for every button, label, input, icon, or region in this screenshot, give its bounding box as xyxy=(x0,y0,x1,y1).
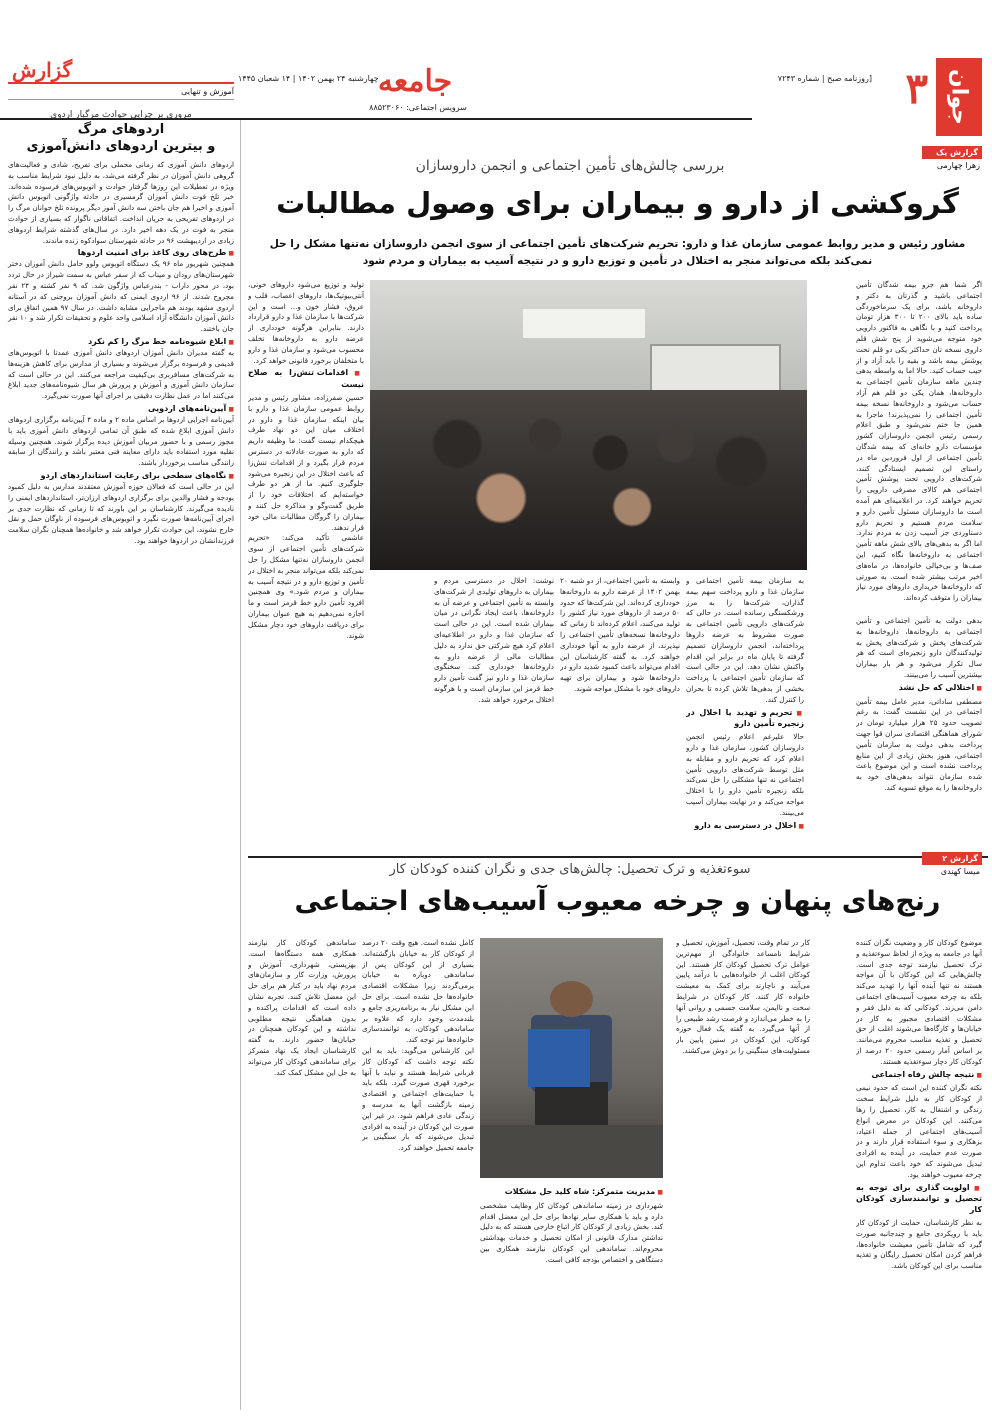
story1-kicker: بررسی چالش‌های تأمین اجتماعی و انجمن داروسازان xyxy=(415,158,725,174)
page-number: ۳ xyxy=(905,64,928,113)
story2-subhead-a2: ■ اولویت گذاری برای توجه به تحصیل و توانمندسازی کودکان کار xyxy=(856,1183,982,1216)
story1-col-e3: عاشمی تأکید می‌کند: «تحریم شرکت‌های تأمین اجتماعی از سوی انجمن داروسازان نه‌تنها مشکل را حل نمی‌کند بلکه می‌تواند منجر به اختلال در تأمین و توزیع دارو و در نتیجه آسیب به بیماران و مردم شود.» وی همچنین افزود تأمین دارو خط قرمز است و ما اجازه نمی‌دهیم به هیچ عنوان بیماران برای دریافت داروهای خود دچار مشکل شوند. xyxy=(248,533,364,640)
story-divider xyxy=(248,856,988,858)
photo-floor xyxy=(480,1125,663,1178)
story1-headline: گروکشی از دارو و بیماران برای وصول مطالبات xyxy=(276,186,959,220)
story2-col-c-text: شهرداری در زمینه ساماندهی کودکان کار وظایف مشخصی دارد و باید با همکاری سایر نهادها برای حل این معضل اقدام کند. بخش زیادی از کودکان کار اتباع خارجی هستند که به دلیل نداشتن مدارک قانونی از امکان تحصیل و خدمات بهداشتی محروم‌اند. ساماندهی این کودکان نیازمند همکاری بین دستگاهی و اختصاص بودجه کافی است. xyxy=(480,1200,663,1264)
story2-subhead-c: ■ مدیریت متمرکز: شاه کلید حل مشکلات xyxy=(480,1187,663,1199)
left-subhead-2: ■ ابلاغ شیوه‌نامه خط مرگ را کم نکرد xyxy=(8,337,234,346)
story2-headline: رنج‌های پنهان و چرخه معیوب آسیب‌های اجتماعی xyxy=(294,886,941,917)
left-title-2: و بیترین اردوهای دانش‌آموزی xyxy=(26,139,216,154)
story1-col-e-tail xyxy=(370,576,428,852)
story1-subhead-b1: ■ تحریم و تهدید یا اخلال در زنجیره تأمین دارو xyxy=(686,708,804,731)
story1-col-b xyxy=(686,576,804,852)
issue-date: چهارشنبه ۲۴ بهمن ۱۴۰۲ | ۱۴ شعبان ۱۴۴۵ xyxy=(238,74,379,83)
story2-author: میسا کهندی xyxy=(940,867,980,876)
left-para-2: همچنین شهریور ماه ۹۶ یک دستگاه اتوبوس ولوو حامل دانش آموزان دختر شهرستان‌های رودان و میناب که از سفر عباس به سمت شیراز در حال تردد بود، در محور داراب - بندرعباس واژگون شد. که ۹ نفر کشته و ۲۴ نفر مجروح شدند. از ۹۶ اردوی ایمنی که دانش آموزان بروجنی که در آستانه اردوی مشهد بودند هم ماجرایی مشابه داشت. در سال ۹۷ همین اتفاق برای دانش آموزان دانشگاه آزاد اسلامی واحد علوم و تحقیقات تکرار شد و ۱۰ نفر جان باختند. xyxy=(8,259,234,334)
story2-col-a xyxy=(856,938,982,1410)
story2-col-c xyxy=(480,1185,663,1410)
photo-crowd xyxy=(370,390,807,570)
story1-col-a-cont xyxy=(856,616,982,856)
story1-lead: مشاور رئیس و مدیر روابط عمومی سازمان غذا و دارو: تحریم شرکت‌های تأمین اجتماعی از سوی انجمن داروسازان نه‌تنها مشکل را حل نمی‌کند بلکه می‌تواند منجر به اختلال در تأمین و توزیع دارو و در نتیجه آسیب به بیماران و مردم شود xyxy=(269,238,966,267)
story2-col-a-text: موضوع کودکان کار و وضعیت نگران کننده آنها در جامعه به ویژه از لحاظ سوءتغذیه و ترک تحصیل نیازمند توجه جدی است. چالش‌هایی که این کودکان با آن مواجه هستند نه تنها آینده آنها را تهدید می‌کند بلکه به چرخه معیوب آسیب‌های اجتماعی دامن می‌زند. کودکانی که به دلیل فقر و مشکلات اقتصادی مجبور به کار در خیابان‌ها و کارگاه‌ها می‌شوند اغلب از حق تحصیل و تغذیه مناسب محروم می‌مانند. بر اساس آمار رسمی حدود ۲۰ درصد از کودکان کار دچار سوءتغذیه هستند. xyxy=(856,938,982,1066)
story2-col-d2: این کارشناس می‌گوید: باید به این نکته توجه داشت که کودکان کار قربانی شرایط هستند و نباید با آنها برخورد قهری صورت گیرد. بلکه باید با حمایت‌های اجتماعی و اقتصادی زمینه بازگشت آنها به مدرسه و زندگی عادی فراهم شود. در غیر این صورت این کودکان در آینده به افرادی تبدیل می‌شوند که بار سنگینی بر جامعه تحمیل خواهند کرد. xyxy=(362,1045,474,1153)
left-column xyxy=(8,58,234,1410)
story1-col-b2: حالا علیرغم اعلام رئیس انجمن داروسازان کشور، سازمان غذا و دارو اعلام کرد که تحریم دارو و مقابله به مثل توسط شرکت‌های دارویی تأمین اجتماعی نه تنها مشکلی را حل نمی‌کند بلکه زنجیره تأمین دارو را با اختلال مواجه می‌کند و در نهایت بیماران آسیب می‌بینند. xyxy=(686,732,804,817)
left-section-title: گزارش xyxy=(12,58,73,82)
issue-meta: [روزنامه صبح | شماره ۷۲۴۳ xyxy=(777,74,872,83)
story2-subhead-a: ■ نتیجه چالش رفاه اجتماعی xyxy=(856,1070,982,1082)
left-para-1: اردوهای دانش آموزی که زمانی محملی برای تفریح، شادی و فعالیت‌های گروهی دانش آموزان در نظر گرفته می‌شد، به دلیل نبود شرایط مناسب به ویژه در تعطیلات این روزها گرفتار حوادث و اتوبوس‌های فرسوده شده‌اند. خبر تلخ فوت دانش آموزان گرمسیری در حادثه واژگونی اتوبوس دانش آموزی و اخیرا هم جان باختن سه دانش آموز دیگر پرونده تلخ جوانان مرگ را در اردوهای تفریحی به جریان انداخت. اتفاقاتی ناگوار که بسیاری از حوادث منجر به فوت در یک دهه اخیر دارد. در سال‌های گذشته شرایط اردوهای زیادی در اردیبهشت ۹۶ در حادثه شهرستان سوادکوه زنده ماندند. xyxy=(8,160,234,245)
story2-tag xyxy=(922,852,982,878)
story1-col-a2: بدهی دولت به تأمین اجتماعی و تأمین اجتماعی به داروخانه‌ها، داروخانه‌ها به شرکت‌های پخش و شرکت‌های پخش به تولیدکنندگان دارو زنجیره‌ای است که هر سال تکرار می‌شود و هر بار بیماران بیشترین آسیب را می‌بینند. xyxy=(856,616,982,679)
story1-col-c: وابسته به تأمین اجتماعی، از دو شنبه ۲۰ بهمن ۱۴۰۲ از عرضه دارو به داروخانه‌ها خودداری کرده‌اند. این شرکت‌ها که حدود ۵۰ درصد از داروهای مورد نیاز کشور را تولید می‌کنند، اعلام کرده‌اند تا زمانی که داروخانه‌ها نسخه‌های تأمین اجتماعی را نپذیرند، از عرضه دارو به آنها خودداری خواهند کرد. به گفته کارشناسان این اقدام می‌تواند باعث کمبود شدید دارو در داروخانه‌ها شود و بیماران برای تهیه داروهای خود با مشکل مواجه شوند. xyxy=(560,576,680,693)
left-para-5: این در حالی است که فعالان حوزه آموزش معتقدند مدارس به دلیل کمبود بودجه و فشار والدین برای برگزاری اردوهای ارزان‌تر، استانداردهای ایمنی را نادیده می‌گیرند. کارشناسان بر این باورند که تا زمانی که نظارت جدی بر اجرای آیین‌نامه‌ها صورت نگیرد و اتوبوس‌های فرسوده از ناوگان حمل و نقل خارج نشوند، این حوادث تکرار خواهد شد و خانواده‌ها همچنان نگران سلامت فرزندانشان در اردوها خواهند بود. xyxy=(8,481,234,545)
story2-col-b: کار در تمام وقت، تحصیل، آموزش، تحصیل و شرایط نامساعد خانوادگی از مهم‌ترین عوامل ترک تحصیل کودکان کار هستند. این کودکان اغلب از خانواده‌هایی با درآمد پایین می‌آیند و ناچارند برای کمک به معیشت خانواده کار کنند. کار کودکان در شرایط سخت و ناایمن، سلامت جسمی و روانی آنها را به خطر می‌اندازد و فرصت رشد طبیعی را از آنها می‌گیرد. به گفته یک فعال حوزه کودکان، این کودکان در سنین پایین بار مسئولیت‌های سنگینی را بر دوش می‌کشند. xyxy=(676,938,810,1055)
story2-col-d-text: کامل نشده است. هیچ‌ وقت ۲۰ درصد از کودکان کار به خیابان بازگشته‌اند. بسیاری از این کودکان پس از ساماندهی دوباره به خیابان برمی‌گردند زیرا مشکلات اقتصادی خانواده‌ها حل نشده است. برای حل این مشکل نیاز به برنامه‌ریزی جامع و بلندمدت وجود دارد که علاوه بر ساماندهی کودکان، به توانمندسازی خانواده‌ها نیز توجه کند. xyxy=(362,938,474,1045)
story2-col-a2: نکته نگران کننده این است که حدود نیمی از کودکان کار به دلیل شرایط سخت زندگی و اشتغال به کار، تحصیل را رها می‌کنند. این کودکان در معرض انواع آسیب‌های اجتماعی از جمله اعتیاد، بزهکاری و سوء استفاده قرار دارند و در صورت عدم حمایت، در آینده به افرادی تبدیل می‌شوند که خود باعث تداوم این چرخه معیوب خواهند بود. xyxy=(856,1083,982,1179)
story1-col-e xyxy=(248,280,364,852)
left-para-4: آیین‌نامه اجرایی اردوها بر اساس ماده ۲ و ماده ۴ آیین‌نامه برگزاری اردوهای دانش آموزی ابلاغ شده که طبق آن تمامی اردوهای دانش آموزی باید با مجوز رسمی و با حضور مربیان آموزش دیده برگزار شوند. همچنین وسیله نقلیه مورد استفاده باید دارای معاینه فنی معتبر باشد و رانندگان از سابقه رانندگی مناسب برخوردار باشند. xyxy=(8,414,234,468)
story1-col-e-text: تولید و توزیع می‌شود داروهای خونی، آنتی‌بیوتیک‌ها، داروهای اعصاب، قلب و عروق، فشار خون و... است و این شرکت‌ها با سازمان غذا و دارو قرارداد دارند. بنابراین هرگونه خودداری از عرضه دارو به داروخانه‌ها تخلف محسوب می‌شود و سازمان غذا و دارو با متخلفان برخورد قانونی خواهد کرد. xyxy=(248,280,364,365)
section-phone: سرویس اجتماعی: ۸۸۵۲۳۰۶۰ xyxy=(369,103,467,112)
photo-book xyxy=(528,1029,590,1087)
story1-tag xyxy=(922,146,982,172)
story1-col-d: نوشت: اخلال در دسترسی مردم و بیماران به داروهای تولیدی از شرکت‌های وابسته به تأمین اجتماعی و عرضه آن به داروخانه‌ها، باعث ایجاد نگرانی در میان بیماران شده است. این در حالی است که سازمان غذا و دارو در اطلاعیه‌ای اعلام کرد هیچ شرکتی حق ندارد به دلیل مطالبات مالی از عرضه دارو به داروخانه‌ها خودداری کند. سخنگوی سازمان غذا و دارو نیز گفت تأمین دارو خط قرمز این سازمان است و با هرگونه اختلال برخورد خواهد شد. xyxy=(434,576,554,704)
left-subhead-1: ■ طرح‌های روی کاغذ برای امنیت اردوها xyxy=(8,248,234,257)
section-title: جامعه xyxy=(377,64,453,99)
story2-kicker: سوءتغذیه و ترک تحصیل: چالش‌های جدی و نگران کننده کودکان کار xyxy=(389,862,751,877)
left-title: اردوهای مرگ xyxy=(77,122,165,137)
newspaper-logo: جوان xyxy=(936,58,982,136)
story2-col-e: ساماندهی کودکان کار نیازمند همکاری همه دستگاه‌ها است. بهزیستی، شهرداری، آموزش و پرورش، وزارت کار و سازمان‌های مردم نهاد باید در کنار هم برای حل این معضل تلاش کنند. تجربه نشان داده است که اقدامات پراکنده و بدون هماهنگی نتیجه مطلوبی نداشته و این کودکان همچنان در خیابان‌ها حضور دارند. به گفته کارشناسان ایجاد یک نهاد متمرکز برای ساماندهی کودکان کار می‌تواند به حل این مشکل کمک کند. xyxy=(248,938,356,1077)
story1-subhead-a: ■ اختلالی که حل نشد xyxy=(856,683,982,695)
photo-boy-legs xyxy=(535,1082,608,1125)
story1-col-e2: حسین صفرزاده، مشاور رئیس و مدیر روابط عمومی سازمان غذا و دارو با بیان اینکه سازمان غذا و دارو در اختلاف میان این دو نهاد طرف هیچکدام نیست گفت: ما وظیفه داریم که دارو به صورت عادلانه در دسترس مردم قرار بگیرد و از اقدامات تنش‌زا که باعث اختلال در این زنجیره می‌شود جلوگیری کنیم. ما از هر دو طرف خواسته‌ایم که اختلافات خود را از طریق گفت‌وگو و مذاکره حل کنند و بیماران را گروگان مطالبات مالی خود قرار ندهند. xyxy=(248,392,364,532)
story2-tag-label: گزارش ۲ xyxy=(922,852,982,865)
left-section-header xyxy=(8,58,234,84)
story1-subhead-e: ■ اقدامات تنش‌زا به صلاح نیست xyxy=(248,368,364,391)
story2-col-a3: به نظر کارشناسان، حمایت از کودکان کار باید با رویکردی جامع و چندجانبه صورت گیرد که شامل تأمین معیشت خانواده‌ها، فراهم کردن امکان تحصیل رایگان و تغذیه مناسب برای این کودکان باشد. xyxy=(856,1217,982,1271)
photo-sign xyxy=(523,309,645,338)
story1-col-b-text: به سازمان بیمه تأمین اجتماعی و سازمان غذا و دارو پرداخت سهم بیمه گذاران، شرکت‌ها را به مرز ورشکستگی رسانده است. در حالی که شرکت‌های دارویی تأمین اجتماعی به صورت مشروط به عرضه داروها پرداخته‌اند، انجمن داروسازان تصمیم گرفته تا پایان ماه در برابر این اقدام واکنش نشان دهد. این در حالی است که سازمان تأمین اجتماعی با پرداخت بخشی از بدهی‌ها تلاش کرده تا بحران را کنترل کند. xyxy=(686,576,804,704)
story2-col-d xyxy=(362,938,474,1410)
story1-author: زهرا چهارمی xyxy=(936,161,980,170)
story1-subhead-b2: ■ اخلال در دسترسی به دارو xyxy=(686,821,804,833)
story1-tag-label: گزارش یک xyxy=(922,146,982,159)
child-labor-photo xyxy=(480,938,663,1178)
left-subhead-4: ■ نگاه‌های سطحی برای رعایت استانداردهای اردو xyxy=(8,471,234,480)
left-subhead-3: ■ آیین‌نامه‌های اردویی xyxy=(8,404,234,413)
pharmacy-crowd-photo xyxy=(370,280,807,570)
story1-col-a: اگر شما هم جزو بیمه شدگان تأمین اجتماعی باشید و گذرتان به دکتر و داروخانه باشد، برای یک سرماخوردگی ساده باید بالای ۲۰۰ تا ۳۰۰ هزار تومان پرداخت کنید و با نگاهی به فاکتور دارویی خود متوجه می‌شوید از پنج شش قلم داروی نسخه تان حداکثر یکی دو قلم تحت پوشش بیمه باشد و بقیه را باید آزاد و از جیب حساب کنید. حالا اما به واسطه بدهی چندین ماهه سازمان تأمین اجتماعی به داروخانه‌ها، همان یکی دو قلم هم آزاد حساب می‌شود و داروخانه‌ها نسخه بیمه تأمین اجتماعی را نمی‌پذیرند! ماجرا به همین جا ختم نمی‌شود و طبق اعلام رسمی رئیس انجمن داروسازان کشور مؤسسات دارو خانه‌ای که بیمه شدگان تأمین اجتماعی از اول فروردین ماه در راستای این تصمیم ایستادگی کنند، شرکت‌های دارویی تحت پوشش تأمین اجتماعی هم کالای مصرفی دارویی را تحریم خواهند کرد. در اعلامیه‌ای هم آمده است ما داروسازان مسئول تأمین دارو و سلامت مردم هستیم و تحریم دارو دستاوردی جز آسیب زدن به مردم ندارد. اما اگر به بدهی‌های بالای شش ماهه تأمین اجتماعی به داروخانه‌ها نگاه کنیم، این صف‌ها و بی‌خیالی خانواده‌ها، در ماه‌های اخیر مرتب بیشتر شده است. به صورتی که داروخانه‌ها خریداری داروهای مورد نیاز بیماران را متوقف کرده‌اند. xyxy=(856,280,982,603)
left-para-3: به گفته مدیران دانش آموزان اردوهای دانش آموزی عمدتا با اتوبوس‌های قدیمی و فرسوده برگزار می‌شوند و بسیاری از مدارس برای کاهش هزینه‌ها به شرکت‌های مسافربری بی‌کیفیت مراجعه می‌کنند. این در حالی است که سازمان دانش آموزی و آموزش و پرورش هر سال شیوه‌نامه‌های جدید ابلاغ می‌کنند اما در عمل نظارت دقیقی بر اجرای آنها صورت نمی‌گیرد. xyxy=(8,347,234,401)
story1-col-a3: مصطفی ساداتی، مدیر عامل بیمه تأمین اجتماعی در این نشست گفت: به رغم تصویب حدود ۲۵ هزار میلیارد تومان در شورای هماهنگی اقتصادی سران قوا جهت پرداخت بدهی دولت به سازمان تأمین اجتماعی، هنوز بخش زیادی از این منابع پرداخت نشده است و این موضوع باعث شده سازمان نتواند بدهی‌های خود به داروخانه‌ها را به موقع تسویه کند. xyxy=(856,696,982,792)
column-divider xyxy=(240,120,241,1410)
left-kicker: مروری بر چرایی حوادث مرگبار اردوی xyxy=(50,110,192,120)
left-section-sub: آموزش و تنهایی xyxy=(8,84,234,100)
